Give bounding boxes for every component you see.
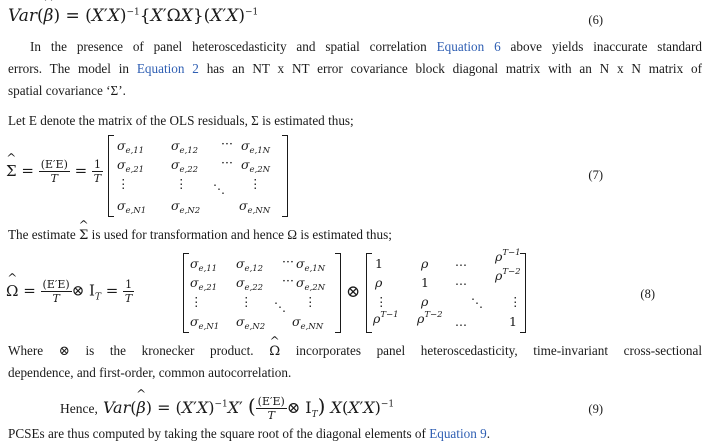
equation-9: Hence, Var(^ $\beta) = (X'X)^{-1}X'$ ( $\frac{(E'E)}{T}$ ⊗ $I_T$) $X(X'X)^{-1}$ <box>60 394 394 422</box>
sigma-hat-symbol: ^ Σ <box>79 225 88 247</box>
matrix-cell: $\sigma_{e,N1}$ <box>117 198 147 216</box>
rho-cell: ρ <box>421 294 429 309</box>
paragraph-kronecker: Where ⊗ is the kronecker product. ^ Ω incorporates panel heteroscedasticity, time-invariant cross-sectional dependence, and first-order, common autocorrelation. <box>8 340 702 384</box>
paragraph-ols-residuals: Let E denote the matrix of the OLS residuals, Σ is estimated thus; <box>8 113 354 128</box>
equation-9-number: (9) <box>588 402 603 416</box>
rho-cell: ρ <box>495 249 503 264</box>
paragraph-pcses: PCSEs are thus computed by taking the square root of the diagonal elements of Equation 9. <box>8 426 490 441</box>
equation-6-number: (6) <box>588 13 603 27</box>
matrix-cell: $\sigma_{e,22}$ <box>236 275 264 293</box>
matrix-cell: $\sigma_{e,2N}$ <box>241 157 271 175</box>
link-equation-6[interactable]: Equation 6 <box>436 39 501 54</box>
matrix-cell: $\sigma_{e,21}$ <box>190 275 218 293</box>
rho-cell: ρ <box>417 311 425 326</box>
kronecker-inline-symbol: ⊗ <box>58 344 70 359</box>
link-equation-9[interactable]: Equation 9 <box>429 426 487 441</box>
rho-cell: 1 <box>375 256 383 271</box>
matrix-cell: $\sigma_{e,22}$ <box>171 157 199 175</box>
kronecker-symbol: ⊗ <box>346 282 361 302</box>
rho-cell: ρ <box>495 268 503 283</box>
paragraph-estimate: The estimate ^ Σ is used for transformation and hence Ω is estimated thus; <box>8 224 702 246</box>
matrix-cell: $\sigma_{e,NN}$ <box>292 314 324 332</box>
equation-6: Var(^ $\beta) = (X'X)^{-1}\{X'\Omega X\}(X'X)^{-1}$ <box>8 6 258 26</box>
paragraph-heteroscedasticity: In the presence of panel heteroscedasticity and spatial correlation Equation 6 above yields inaccurate standard errors. The model in Equation 2 has an NT x NT error covariance block diagonal matrix with an N x N matrix of spatial covariance ‘Σ’. <box>8 39 702 98</box>
omega-hat-symbol: ^ Ω <box>269 341 280 363</box>
rho-cell: ρ <box>375 275 383 290</box>
rho-cell: 1 <box>509 314 517 329</box>
matrix-cell: $\sigma_{e,2N}$ <box>296 275 326 293</box>
sigma-matrix: $\sigma_{e,11}$ $\sigma_{e,12}$ ··· $\sigma_{e,1N}$ $\sigma_{e,21}$ $\sigma_{e,22}$ ··· $\sigma_{e,2N}$ ⋮ ⋮ ⋱ ⋮ $\sigma_{e,N1}$ $\sigma_{e,N2}$ $\sigma_{e,NN}$ <box>108 136 288 216</box>
link-equation-2[interactable]: Equation 2 <box>136 61 199 76</box>
equation-7-number: (7) <box>588 168 603 182</box>
equation-8-number: (8) <box>640 287 655 301</box>
rho-cell: 1 <box>421 275 429 290</box>
rho-cell: ... <box>455 314 467 329</box>
matrix-cell: $\sigma_{e,11}$ <box>190 256 218 274</box>
matrix-cell: $\sigma_{e,NN}$ <box>239 198 271 216</box>
matrix-cell: $\sigma_{e,21}$ <box>117 157 145 175</box>
matrix-cell: $\sigma_{e,N2}$ <box>236 314 266 332</box>
sigma-matrix-eq8: $\sigma_{e,11}$ $\sigma_{e,12}$ ··· $\sigma_{e,1N}$ $\sigma_{e,21}$ $\sigma_{e,22}$ ··· $\sigma_{e,2N}$ ⋮ ⋮ ⋱ ⋮ $\sigma_{e,N1}$ $\sigma_{e,N2}$ $\sigma_{e,NN}$ <box>183 254 341 332</box>
equation-8-lhs: ^ Ω = $\frac{(E'E)}{T}$ ⊗ $I_T$ = $\frac{1}{T}$ <box>6 278 134 305</box>
rho-cell: ... <box>455 254 467 269</box>
matrix-cell: $\sigma_{e,11}$ <box>117 138 145 156</box>
rho-cell: ρ <box>421 256 429 271</box>
equation-7-lhs: ^ Σ = $\frac{(E'E)}{T}$ = $\frac{1}{T}$ <box>6 158 103 185</box>
rho-cell: ... <box>455 273 467 288</box>
rho-cell: ρ <box>373 311 381 326</box>
matrix-cell: $\sigma_{e,1N}$ <box>296 256 326 274</box>
matrix-cell: $\sigma_{e,12}$ <box>236 256 264 274</box>
rho-matrix: 1 ρ ... $\rho^{T-1}$ ρ 1 ... $\rho^{T-2}$ ⋮ ρ ⋱ ⋮ $\rho^{T-1}$ $\rho^{T-2}$ ... 1 <box>366 254 526 332</box>
matrix-cell: $\sigma_{e,N1}$ <box>190 314 220 332</box>
matrix-cell: $\sigma_{e,N2}$ <box>171 198 201 216</box>
matrix-cell: $\sigma_{e,12}$ <box>171 138 199 156</box>
matrix-cell: $\sigma_{e,1N}$ <box>241 138 271 156</box>
